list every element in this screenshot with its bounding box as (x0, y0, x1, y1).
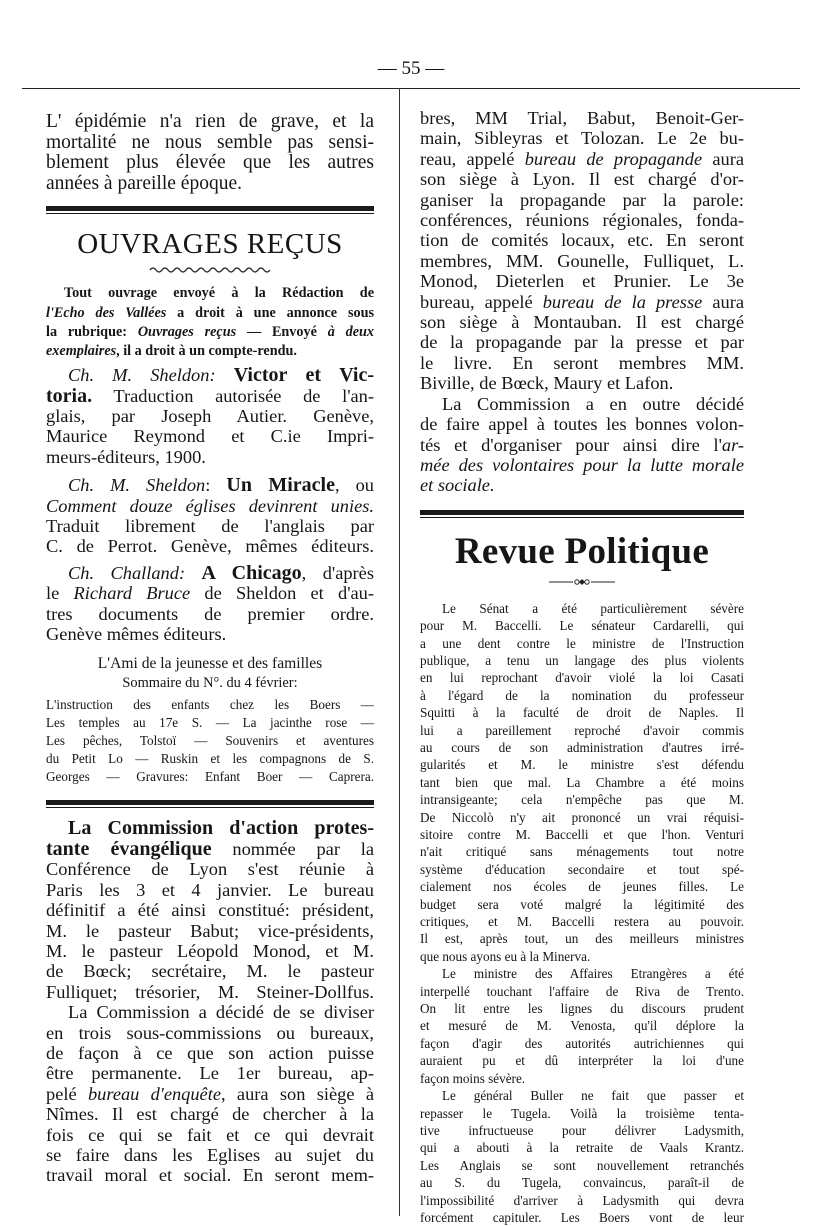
text-line: Georges — Gravures: Enfant Boer — Caprera. (46, 769, 374, 785)
book-entry-un-miracle (46, 475, 374, 557)
text-line: Conférence de Lyon s'est réunie à (46, 859, 374, 880)
text-line: ganiser la propagande par la parole: (420, 189, 744, 210)
text-line: De Niccolò n'y ait prononcé un vrai réquisi- (420, 809, 744, 825)
text-line: repasser le Tugela. Voilà la troisième tenta- (420, 1105, 744, 1121)
text-line: auraient pu et dû interpréter la loi d'une (420, 1053, 744, 1069)
text-line: n'ait critiqué sans ménagements tout notre (420, 844, 744, 860)
text-line: au S. du Tugela, convaincus, paraît-il de (420, 1175, 744, 1191)
text-line: système d'éducation secondaire et tout spé- (420, 861, 744, 877)
text-line: Maurice Reymond et C.ie Impri- (46, 426, 374, 447)
text-line: toria. Traduction autorisée de l'an- (46, 384, 374, 407)
text-line: travail moral et social. En seront mem- (46, 1165, 374, 1186)
text-line: Les Anglais se sont nouvellement retranchés (420, 1157, 744, 1173)
text-line: conférences, réunions régionales, fonda- (420, 210, 744, 231)
text-line: qui a abouti à la retraite de Vaals Krantz. (420, 1140, 744, 1156)
text-line: et mesuré de M. Venosta, qu'il déplore la (420, 1018, 744, 1034)
text-line: que nous ayons eu à la Minerva. (420, 948, 591, 964)
text-line: années à pareille époque. (46, 172, 242, 194)
text-line: mée des volontaires pour la lutte morale (420, 454, 744, 475)
text-line: façon moins sévère. (420, 1070, 526, 1086)
text-line: Il est, après tout, un des meilleurs ministres (420, 931, 744, 947)
ami-subtitle: Sommaire du N°. du 4 février: (122, 675, 298, 692)
text-line: intransigeante; cela n'empêche pas que M. (420, 792, 744, 808)
text-line: Ch. M. Sheldon: Un Miracle, ou (68, 474, 375, 497)
text-line: Tout ouvrage envoyé à la Rédaction de (64, 285, 374, 302)
text-line: Genève mêmes éditeurs. (46, 624, 227, 645)
text-line: Les pêches, Tolstoï — Souvenirs et aventures (46, 733, 374, 749)
revue-paragraph-affaires (420, 965, 744, 1069)
text-line: exemplaires, il a droit à un compte-rendu. (46, 342, 297, 359)
text-line: publique, a tenu un langage des plus violents (420, 652, 744, 668)
text-line: blement plus élevée que les autres (46, 152, 374, 174)
text-line: Le Sénat a été particulièrement sévère (442, 600, 744, 616)
text-line: pour M. Baccelli. Le sénateur Cardarelli, qui (420, 618, 744, 634)
text-line: son siège à Montauban. Il est chargé (420, 312, 744, 333)
commission-article (46, 818, 374, 1185)
text-line: tive infructueuse pour délivrer Ladysmith, (420, 1122, 744, 1138)
text-line: le Richard Bruce de Sheldon et d'au- (46, 583, 374, 604)
text-line: forcément capituler. Les Boers vont de leur (420, 1209, 744, 1225)
text-line: à l'égard de la nomination du professeur (420, 687, 744, 703)
ami-title: L'Ami de la jeunesse et des familles (97, 655, 323, 673)
wavy-ornament (46, 264, 374, 278)
text-line: la rubrique: Ouvrages reçus — Envoyé à deux (46, 323, 375, 340)
text-line: mortalité ne nous semble pas sensi- (46, 131, 374, 153)
text-line: Ch. M. Sheldon: Victor et Vic- (68, 364, 375, 387)
text-line: meurs-éditeurs, 1900. (46, 446, 206, 467)
text-line: tres documents de premier ordre. (46, 603, 374, 624)
text-line: Squitti à la faculté de droit de Naples. Il (420, 705, 744, 721)
dot-ornament (420, 576, 744, 590)
text-line: La Commission a en outre décidé (442, 393, 744, 414)
text-line: a une dent contre le ministre de l'Instruction (420, 635, 744, 651)
text-line: de Bœck; secrétaire, M. le pasteur (46, 961, 374, 982)
text-line: On lit entre les lignes du discours prudent (420, 1001, 744, 1017)
text-line: de façon à ce que son action puisse (46, 1042, 374, 1063)
ouvrages-recus-heading: OUVRAGES REÇUS (77, 228, 343, 261)
text-line: tion de comités locaux, etc. En seront (420, 230, 744, 251)
text-line: de faire appel à toutes les bonnes volon- (420, 414, 744, 435)
text-line: être permanente. Le 1er bureau, ap- (46, 1063, 374, 1084)
revue-paragraph-buller (420, 1087, 744, 1226)
text-line: reau, appelé bureau de propagande aura (420, 148, 744, 169)
text-line: Comment douze églises devinrent unies. (46, 495, 374, 516)
text-line: bres, MM Trial, Babut, Benoit-Ger- (420, 108, 744, 128)
text-line: bureau, appelé bureau de la presse aura (420, 291, 744, 312)
text-line: tant bien que mal. La Chambre a été moins (420, 774, 744, 790)
text-line: Paris les 3 et 4 janvier. Le bureau (46, 879, 374, 900)
epidemic-paragraph (46, 112, 374, 194)
text-line: pelé bureau d'enquête, aura son siège à (46, 1083, 374, 1104)
page-number: — 55 — (377, 58, 445, 79)
text-line: Le ministre des Affaires Etrangères a été (442, 966, 744, 982)
text-line: gularités et M. le ministre s'est défendu (420, 757, 744, 773)
text-line: sitoire contre M. Baccelli et que l'hon. Venturi (420, 827, 744, 842)
text-line: du Petit Lo — Ruskin et les compagnons de S. (46, 751, 374, 767)
text-line: de la propagande par la presse et par (420, 332, 744, 353)
text-line: en trois sous-commissions ou bureaux, (46, 1022, 374, 1043)
text-line: Monod, Dieterlen et Prunier. Le 3e (420, 271, 744, 292)
book-entry-victor-et-victoria (46, 365, 374, 467)
text-line: L'instruction des enfants chez les Boers — (46, 697, 374, 713)
text-line: Les temples au 17e S. — La jacinthe rose — (46, 715, 374, 731)
ami-jeunesse-summary (46, 654, 374, 786)
wavy-ornament-icon (149, 265, 271, 275)
text-line: tante évangélique nommée par la (46, 837, 374, 860)
text-line: Ch. Challand: A Chicago, d'après (68, 561, 374, 584)
left-column (46, 112, 374, 1186)
text-line: Traduit librement de l'anglais par (46, 516, 374, 537)
text-line: La Commission d'action protes- (68, 817, 374, 840)
text-line: en lui reprochant d'avoir violé la loi Casati (420, 670, 744, 686)
text-line: l'Echo des Vallées a droit à une annonce sous (46, 304, 374, 321)
ouvrages-notice (46, 284, 374, 361)
text-line: M. le pasteur Léopold Monod, et M. (46, 940, 374, 961)
diamond-ornament-icon (547, 577, 617, 587)
commission-continued (420, 108, 744, 496)
text-line: L' épidémie n'a rien de grave, et la (46, 111, 374, 132)
text-line: tés et d'organiser pour ainsi dire l'ar- (420, 434, 744, 455)
book-entry-a-chicago (46, 563, 374, 645)
text-line: Le général Buller ne fait que passer et (442, 1088, 744, 1104)
text-line: l'impossibilité d'arriver à Ladysmith qui devra (420, 1192, 744, 1208)
text-line: membres, MM. Gounelle, Fulliquet, L. (420, 250, 744, 271)
text-line: façon d'agir des autorités autrichiennes qui (420, 1035, 744, 1051)
text-line: cialement nos écoles de jeunes filles. Le (420, 879, 744, 895)
text-line: budget sera voté malgré la légitimité des (420, 896, 744, 912)
text-line: se faire dans les Eglises au sujet du (46, 1144, 374, 1165)
text-line: M. le pasteur Babut; vice-présidents, (46, 920, 374, 941)
text-line: lui a pareillement reproché d'avoir commis (420, 722, 744, 738)
text-line: glais, par Joseph Autier. Genève, (46, 406, 374, 426)
text-line: Nîmes. Il est chargé de chercher à la (46, 1104, 374, 1125)
revue-politique-heading: Revue Politique (454, 530, 710, 572)
right-column (420, 108, 744, 1226)
revue-paragraph-senat (420, 600, 744, 948)
text-line: Fulliquet; trésorier, M. Steiner-Dollfus. (46, 981, 374, 1002)
text-line: critiques, et M. Baccelli restera au pouvoir. (420, 914, 744, 930)
text-line: au cours de son administration d'autres irré- (420, 739, 744, 755)
text-line: le livre. En seront membres MM. (420, 352, 744, 373)
text-line: son siège à Lyon. Il est chargé d'or- (420, 169, 744, 190)
header-rule (22, 88, 800, 89)
text-line: Biville, de Bœck, Maury et Lafon. (420, 373, 674, 394)
text-line: C. de Perrot. Genève, mêmes éditeurs. (46, 536, 374, 557)
text-line: main, Sibleyras et Tolozan. Le 2e bu- (420, 128, 744, 149)
column-divider (399, 88, 400, 1216)
text-line: La Commission a décidé de se diviser (68, 1002, 374, 1023)
text-line: interpellé touchant l'affaire de Riva de Trento. (420, 983, 744, 999)
revue-politique-article (420, 600, 744, 1226)
text-line: fois ce qui se fait et ce qui devrait (46, 1124, 374, 1145)
text-line: et sociale. (420, 475, 495, 496)
text-line: définitif a été ainsi constitué: président, (46, 900, 374, 921)
